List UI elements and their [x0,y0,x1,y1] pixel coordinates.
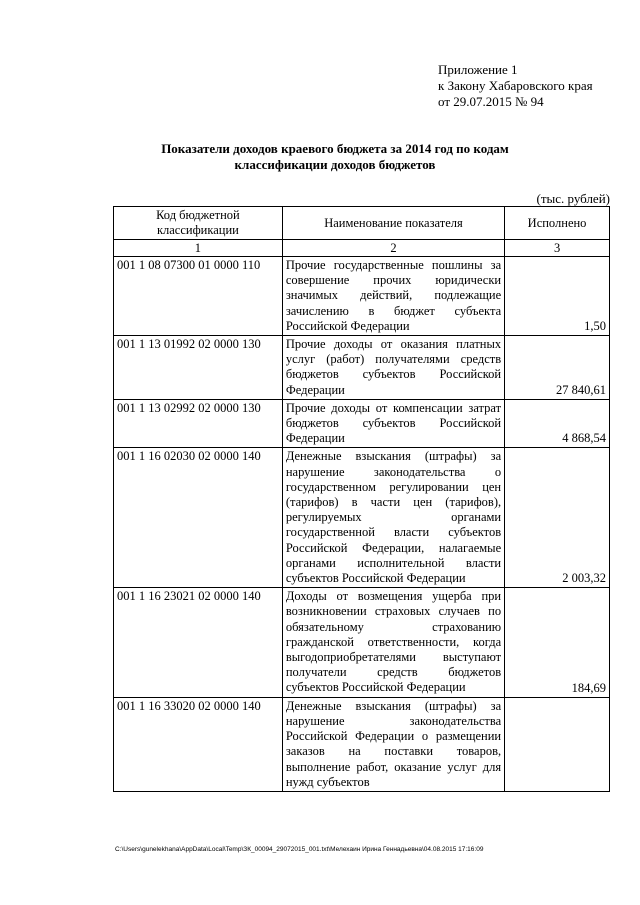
table-row [114,257,610,336]
appendix-line-2: к Закону Хабаровского края [438,78,593,93]
header-name: Наименование показателя [282,207,504,240]
file-path-footer: C:\Users\gunelekhana\AppData\Local\Temp\ЗК_00094_29072015_001.txt\Мелехаин Ирина Геннадьевна\04.08.2015 17:16:09 [115,846,484,853]
units-note: (тыс. рублей) [536,191,610,206]
row-code: 001 1 16 23021 02 0000 140 [114,588,283,697]
column-number-1: 1 [114,240,283,257]
column-number-2: 2 [282,240,504,257]
table-row [114,448,610,588]
row-name: Денежные взыскания (штрафы) за нарушение законодательства Российской Федерации о размещении заказов на поставки товаров, выполнение работ, оказание услуг для нужд субъектов [282,697,504,791]
row-name: Прочие государственные пошлины за совершение прочих юридически значимых действий, подлежащие зачислению в бюджет субъекта Российской Федерации [282,257,504,336]
row-code: 001 1 16 33020 02 0000 140 [114,697,283,791]
table-row [114,588,610,697]
row-value [505,697,610,791]
row-code: 001 1 13 01992 02 0000 130 [114,336,283,400]
row-name: Денежные взыскания (штрафы) за нарушение законодательства о государственном регулировании цен (тарифов) в части цен (тарифов), регулируемых органами государственной власти субъектов Российской Федерации, налагаемые органами исполнительной власти субъектов Российской Федерации [282,448,504,588]
appendix-line-3: от 29.07.2015 № 94 [438,94,544,109]
column-number-row [114,240,610,257]
header-code: Код бюджетной классификации [114,207,283,240]
appendix-line-1: Приложение 1 [438,62,518,77]
income-table [113,206,610,792]
row-name: Доходы от возмещения ущерба при возникновении страховых случаев по обязательному страхованию гражданской ответственности, когда выгодоприобретателями выступают получатели средств бюджетов субъектов Российской Федерации [282,588,504,697]
appendix-note [438,62,593,110]
document-title [110,141,560,173]
row-name: Прочие доходы от компенсации затрат бюджетов субъектов Российской Федерации [282,399,504,448]
row-code: 001 1 13 02992 02 0000 130 [114,399,283,448]
row-value: 184,69 [505,588,610,697]
row-name: Прочие доходы от оказания платных услуг (работ) получателями средств бюджетов субъектов Российской Федерации [282,336,504,400]
row-code: 001 1 08 07300 01 0000 110 [114,257,283,336]
title-line-1: Показатели доходов краевого бюджета за 2014 год по кодам [161,141,509,156]
row-value: 1,50 [505,257,610,336]
row-value: 2 003,32 [505,448,610,588]
table-row [114,697,610,791]
column-number-3: 3 [505,240,610,257]
row-value: 27 840,61 [505,336,610,400]
row-value: 4 868,54 [505,399,610,448]
title-line-2: классификации доходов бюджетов [234,157,436,172]
table-row [114,336,610,400]
header-value: Исполнено [505,207,610,240]
table-header-row [114,207,610,240]
table-row [114,399,610,448]
row-code: 001 1 16 02030 02 0000 140 [114,448,283,588]
